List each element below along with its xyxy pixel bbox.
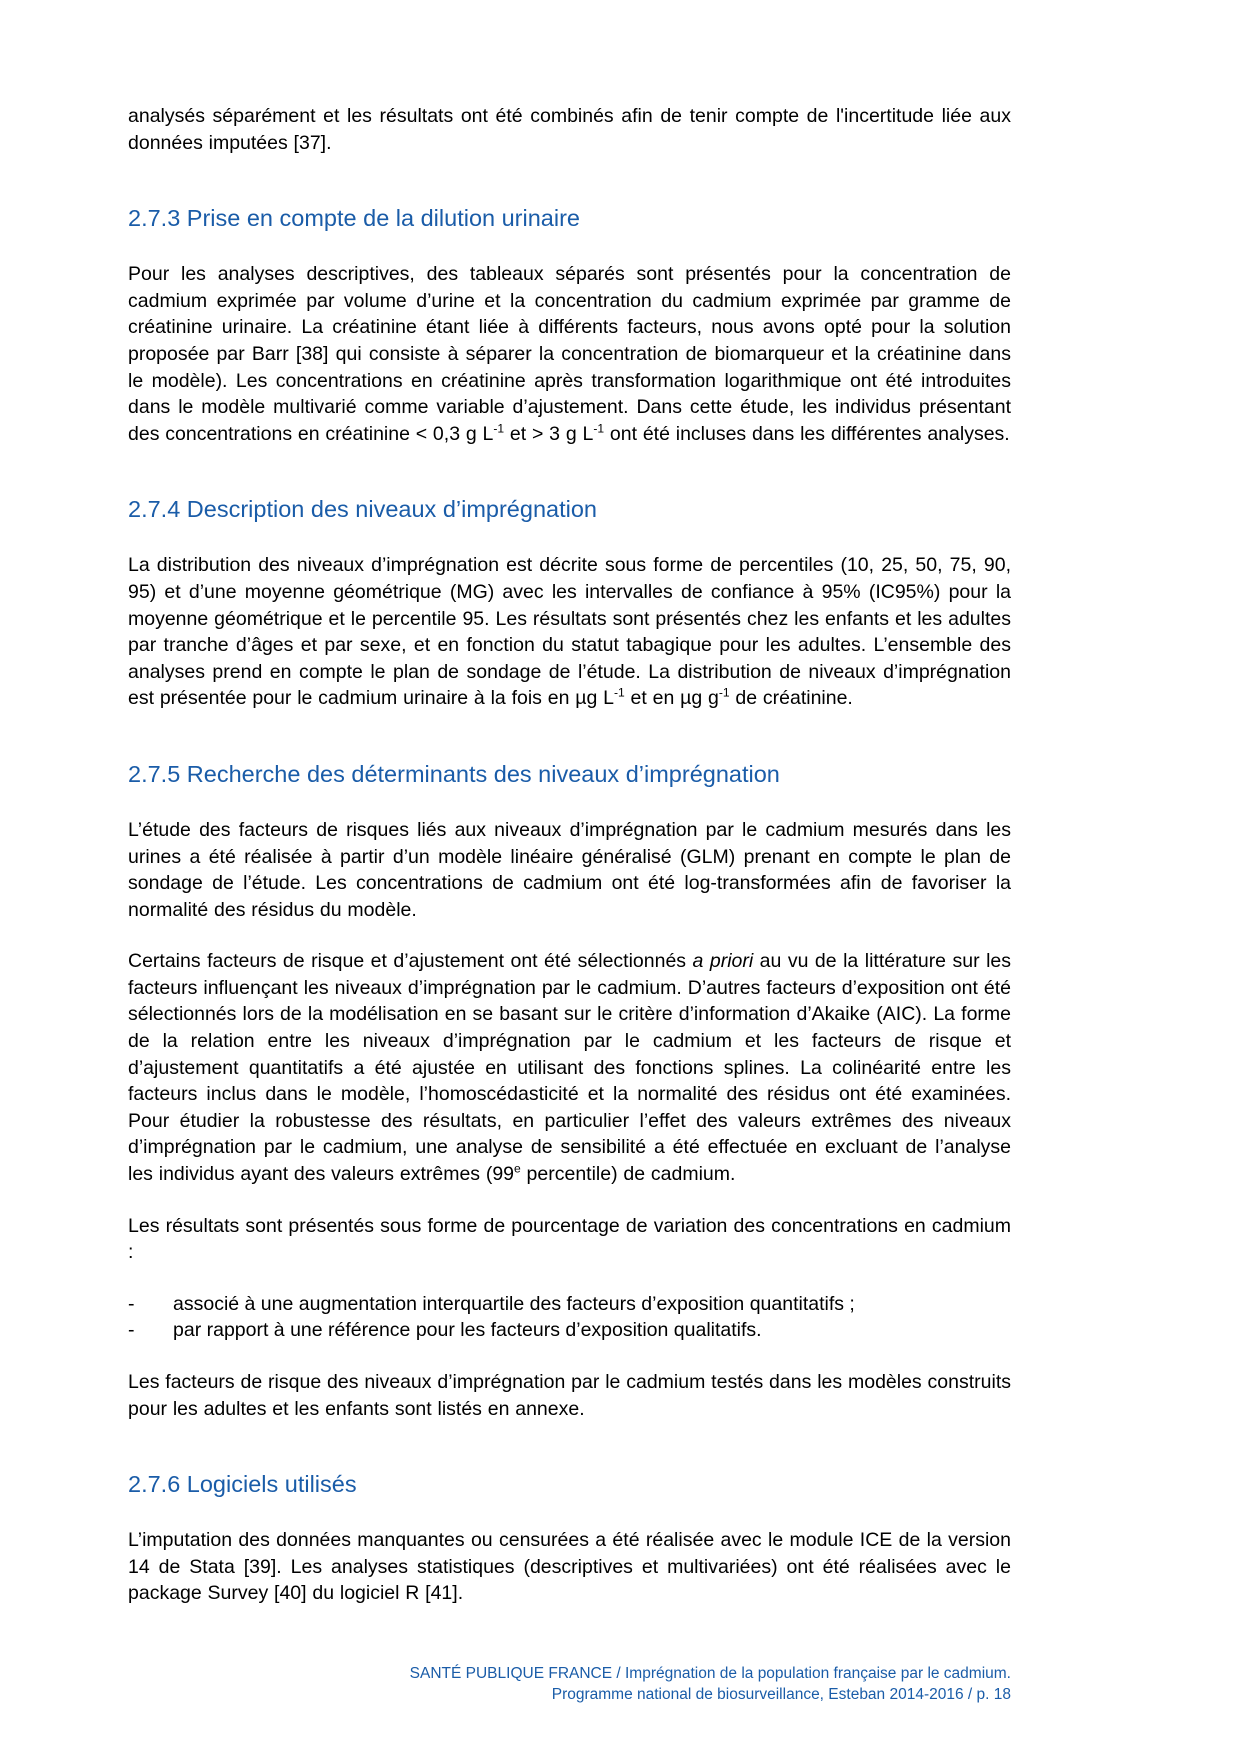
paragraph-2-7-6: L’imputation des données manquantes ou censurées a été réalisée avec le module ICE de la version 14 de Stata [39]. Les analyses statistiques (descriptives et multivariées) ont été réalisées avec le package Survey [40] du logiciel R [41]. [128, 1529, 1011, 1605]
paragraph-2-7-5-fourth: Les facteurs de risque des niveaux d’imprégnation par le cadmium testés dans les modèles construits pour les adultes et les enfants sont listés en annexe. [128, 1371, 1011, 1420]
heading-2-7-4: 2.7.4 Description des niveaux d’imprégnation [128, 496, 597, 523]
page-content [128, 103, 1011, 1607]
paragraph-2-7-5-second-part2: au vu de la littérature sur les facteurs influençant les niveaux d’imprégnation par le cadmium. D’autres facteurs d’exposition ont été sélectionnés lors de la modélisation en se basant sur le critère d’information d’Akaike (AIC). La forme de la relation entre les niveaux d’imprégnation par le cadmium et les facteurs de risque et d’ajustement quantitatifs a été ajustée en utilisant des fonctions splines. La colinéarité entre les facteurs inclus dans le modèle, l’homoscédasticité et la normalité des résidus ont été examinées. Pour étudier la robustesse des résultats, en particulier l’effet des valeurs extrêmes des niveaux d’imprégnation par le cadmium, une analyse de sensibilité a été effectuée en excluant de l’analyse les individus ayant des valeurs extrêmes (99 [128, 950, 1012, 1186]
dash-marker: - [128, 1292, 135, 1315]
spacer [128, 472, 1011, 494]
superscript-minus-one: -1 [593, 421, 605, 436]
list-item-label: associé à une augmentation interquartile des facteurs d’exposition quantitatifs ; [173, 1292, 855, 1315]
bullet-list [128, 1291, 1011, 1344]
paragraph-2-7-4-part2: et en µg g [624, 687, 719, 710]
intro-paragraph: analysés séparément et les résultats ont été combinés afin de tenir compte de l'incertitude liée aux données imputées [37]. [128, 105, 1011, 154]
paragraph-2-7-5-second-part1: Certains facteurs de risque et d’ajustement ont été sélectionnés [128, 950, 693, 973]
list-item [128, 1291, 1011, 1318]
heading-2-7-3: 2.7.3 Prise en compte de la dilution urinaire [128, 205, 580, 232]
superscript-ordinal: e [514, 1161, 521, 1176]
list-item-label: par rapport à une référence pour les facteurs d’exposition qualitatifs. [173, 1319, 762, 1342]
paragraph-2-7-3 [128, 261, 1011, 447]
page-footer [128, 1663, 1011, 1705]
paragraph-2-7-4-part3: de créatinine. [729, 687, 853, 710]
paragraph-2-7-3-part2: et > 3 g L [504, 422, 594, 445]
spacer [128, 233, 1011, 261]
paragraph-2-7-3-part1: Pour les analyses descriptives, des tableaux séparés sont présentés pour la concentration de cadmium exprimée par volume d’urine et la concentration du cadmium exprimée par gramme de créatinine urinaire. La créatinine étant liée à différents facteurs, nous avons opté pour la solution proposée par Barr [38] qui consiste à séparer la concentration de biomarqueur et la créatinine dans le modèle). Les concentrations en créatinine après transformation logarithmique ont été introduites dans le modèle multivarié comme variable d’ajustement. Dans cette étude, les individus présentant des concentrations en créatinine < 0,3 g L [128, 263, 1011, 445]
paragraph-2-7-5-first: L’étude des facteurs de risques liés aux niveaux d’imprégnation par le cadmium mesurés dans les urines a été réalisée à partir d’un modèle linéaire généralisé (GLM) prenant en compte le plan de sondage de l’étude. Les concentrations de cadmium ont été log-transformées afin de favoriser la normalité des résidus du modèle. [128, 818, 1011, 921]
paragraph-2-7-3-part3: ont été incluses dans les différentes analyses. [604, 422, 1010, 445]
spacer [128, 524, 1011, 552]
footer-line-1: SANTÉ PUBLIQUE FRANCE / Imprégnation de la population française par le cadmium. [409, 1665, 1011, 1682]
paragraph-2-7-5-second [128, 948, 1011, 1187]
heading-2-7-6: 2.7.6 Logiciels utilisés [128, 1471, 357, 1498]
spacer [128, 789, 1011, 817]
superscript-minus-one: -1 [718, 685, 730, 700]
spacer [128, 737, 1011, 759]
list-item [128, 1317, 1011, 1344]
paragraph-2-7-5-second-part3: percentile) de cadmium. [520, 1163, 736, 1186]
paragraph-2-7-5-third: Les résultats sont présentés sous forme de pourcentage de variation des concentrations en cadmium : [128, 1214, 1011, 1264]
spacer [128, 181, 1011, 203]
footer-line-2: Programme national de biosurveillance, Esteban 2014-2016 / p. 18 [551, 1686, 1011, 1703]
superscript-minus-one: -1 [493, 421, 505, 436]
paragraph-2-7-4-part1: La distribution des niveaux d’imprégnation est décrite sous forme de percentiles (10, 25, 50, 75, 90, 95) et d’une moyenne géométrique (MG) avec les intervalles de confiance à 95% (IC95%) pour la moyenne géométrique et le percentile 95. Les résultats sont présentés chez les enfants et les adultes par tranche d’âges et par sexe, et en fonction du statut tabagique pour les adultes. L’ensemble des analyses prend en compte le plan de sondage de l’étude. La distribution de niveaux d’imprégnation est présentée pour le cadmium urinaire à la fois en µg L [128, 554, 1011, 710]
heading-2-7-5: 2.7.5 Recherche des déterminants des niveaux d’imprégnation [128, 760, 780, 787]
superscript-minus-one: -1 [613, 685, 625, 700]
spacer [128, 1447, 1011, 1469]
spacer [128, 1499, 1011, 1527]
latin-phrase-a-priori: a priori [692, 950, 754, 973]
paragraph-2-7-4 [128, 552, 1011, 712]
dash-marker: - [128, 1319, 135, 1342]
